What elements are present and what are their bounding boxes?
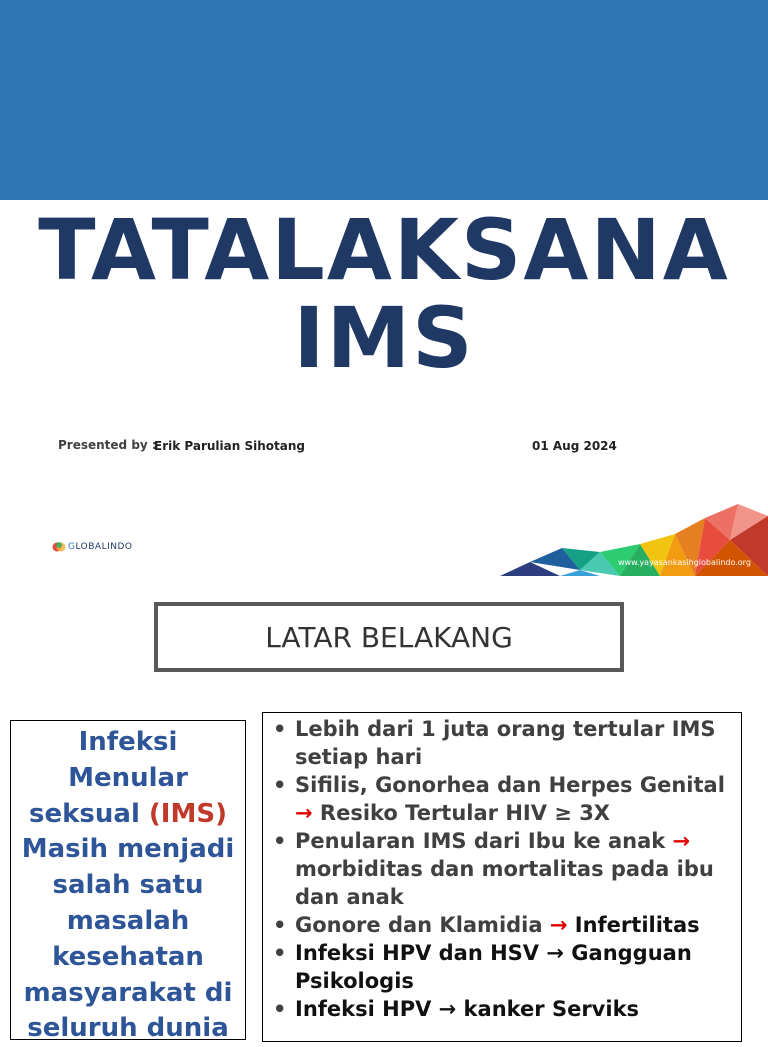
website-url: www.yayasankasihglobalindo.org: [618, 558, 751, 567]
summary-line: Masih menjadi: [21, 834, 235, 865]
fact-item: [271, 995, 737, 1023]
fact-item: [271, 827, 737, 911]
ims-highlight: (IMS): [148, 798, 227, 829]
logo-letter: G: [68, 542, 76, 552]
summary-line: Infeksi: [78, 727, 178, 757]
facts-box: [262, 712, 742, 1042]
slide-title: [0, 200, 768, 387]
summary-line: Menular: [68, 762, 188, 793]
presenter-name: Erik Parulian Sihotang: [154, 439, 305, 453]
presented-by-label: Presented by :: [58, 438, 157, 452]
fact-text: Resiko Tertular HIV ≥ 3X: [312, 801, 610, 825]
fact-text: Sifilis, Gonorhea dan Herpes Genital: [295, 773, 725, 797]
arrow-right-icon: →: [672, 829, 691, 853]
summary-line: masalah: [66, 905, 190, 936]
section-heading-box: [154, 602, 624, 672]
summary-line: salah satu: [52, 870, 204, 901]
logo-text: [68, 542, 133, 552]
fact-item: [271, 939, 737, 995]
section-heading: LATAR BELAKANG: [265, 620, 513, 654]
presentation-date: 01 Aug 2024: [532, 439, 617, 453]
arrow-right-icon: →: [295, 801, 313, 825]
background-slide: [0, 576, 768, 1044]
logo-icon: [52, 540, 66, 554]
fact-text: Infeksi HPV dan HSV → Gangguan Psikologis: [295, 941, 692, 993]
fact-text: morbiditas dan mortalitas pada ibu dan anak: [295, 857, 714, 909]
globalindo-logo: [52, 540, 133, 554]
summary-box: [10, 720, 246, 1044]
arrow-right-icon: →: [549, 913, 568, 937]
fact-item: [271, 715, 737, 771]
fact-text: Infeksi HPV → kanker Serviks: [295, 997, 640, 1021]
summary-line: [11, 797, 245, 833]
summary-line: kesehatan: [52, 941, 204, 972]
title-line-1: TATALAKSANA: [38, 201, 730, 299]
fact-item: [271, 911, 737, 939]
fact-item: [271, 771, 737, 827]
logo-word: LOBALINDO: [75, 542, 133, 552]
fact-text: Gonore dan Klamidia: [295, 913, 550, 937]
facts-list: [271, 715, 737, 1023]
title-line-2: IMS: [293, 289, 475, 387]
fact-text: Infertilitas: [567, 913, 700, 937]
header-band: [0, 0, 768, 200]
summary-text: seksual: [29, 798, 149, 829]
summary-line: seluruh dunia: [27, 1013, 229, 1044]
fact-text: Lebih dari 1 juta orang tertular IMS setiap hari: [295, 717, 716, 769]
fact-text: Penularan IMS dari Ibu ke anak: [295, 829, 673, 853]
summary-line: masyarakat di: [23, 977, 233, 1008]
